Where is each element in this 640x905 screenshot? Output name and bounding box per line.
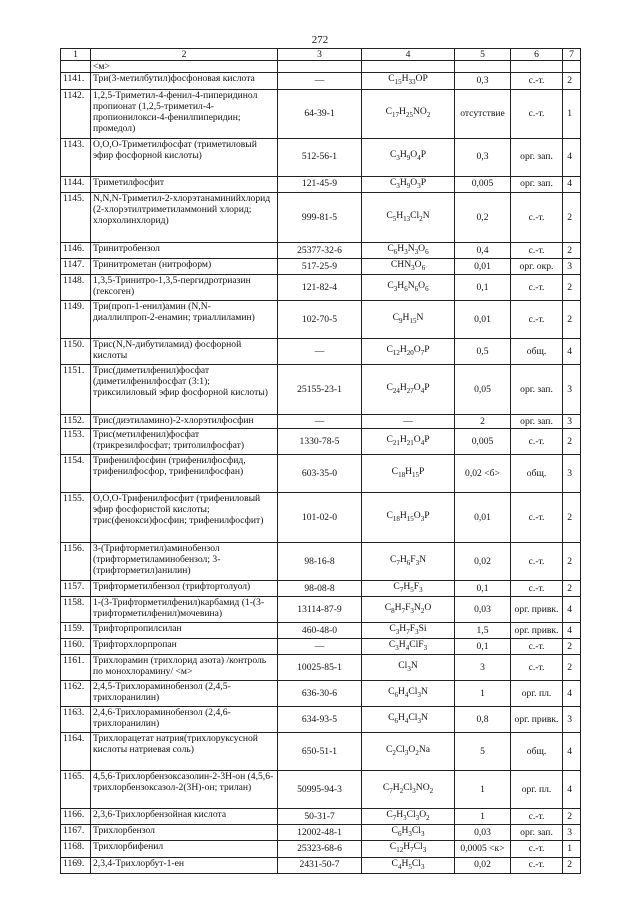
- row-number: 1147.: [61, 258, 91, 274]
- concentration-value: 0,005: [455, 428, 511, 454]
- chemical-formula: $C_3H_6N_6O_6$: [362, 274, 455, 300]
- hazard-class: 4: [563, 681, 581, 707]
- table-row: [61, 176, 581, 192]
- table-row: [61, 428, 581, 454]
- cas-number: 999-81-5: [278, 192, 362, 242]
- substance-name: Трифторметилбензол (трифтортолуол): [91, 580, 278, 596]
- concentration-value: 5: [455, 733, 511, 771]
- substance-name: N,N,N-Триметил-2-хлорэтанаминийхлорид (2-хлорэтилтриметиламмоний хлорид; хлорхолинхлорид): [91, 192, 278, 242]
- hazard-class: 3: [563, 707, 581, 733]
- cas-number: 1330-78-5: [278, 428, 362, 454]
- limiting-indicator: орг. зап.: [511, 364, 563, 414]
- concentration-value: 0,3: [455, 138, 511, 176]
- substance-name: 2,4,6-Трихлораминобензол (2,4,6-трихлоранилин): [91, 707, 278, 733]
- cas-number: 98-08-8: [278, 580, 362, 596]
- substance-name: 1-(3-Трифторметилфенил)карбамид (1-(3-трифторметилфенил)мочевина): [91, 596, 278, 622]
- page-number: 272: [311, 34, 329, 46]
- substance-name: Тринитробензол: [91, 242, 278, 258]
- limiting-indicator: с.-т.: [511, 655, 563, 681]
- chemical-formula: $C_4H_5Cl_3$: [362, 857, 455, 873]
- hazard-class: 1: [563, 89, 581, 138]
- hazard-class: 2: [563, 274, 581, 300]
- hazard-class: 2: [563, 580, 581, 596]
- chemical-formula: $C_{15}H_{33}OP$: [362, 73, 455, 89]
- row-number: 1166.: [61, 809, 91, 825]
- hazard-class: 2: [563, 809, 581, 825]
- hazard-class: 2: [563, 242, 581, 258]
- substance-name: O,O,O-Триметилфосфат (триметиловый эфир фосфорной кислоты): [91, 138, 278, 176]
- header-cell: 5: [455, 49, 511, 61]
- hazard-class: 1: [563, 841, 581, 857]
- limiting-indicator: орг. зап.: [511, 138, 563, 176]
- limiting-indicator: с.-т.: [511, 492, 563, 542]
- chemical-formula: $C_6H_3Cl_3$: [362, 825, 455, 841]
- concentration-value: 2: [455, 414, 511, 428]
- table-row: [61, 542, 581, 580]
- chemical-formula: $C_9H_{15}N$: [362, 300, 455, 338]
- concentration-value: 3: [455, 655, 511, 681]
- table-row: [61, 89, 581, 138]
- hazard-class: 4: [563, 338, 581, 364]
- chemical-formula: $C_2Cl_3O_2Na$: [362, 733, 455, 771]
- table-row: [61, 707, 581, 733]
- concentration-value: 0,8: [455, 707, 511, 733]
- substance-name: 4,5,6-Трихлорбензоксазолин-2-3Н-он (4,5,6-трихлорбензоксазол-2(3Н)-он; трилан): [91, 771, 278, 809]
- limiting-indicator: общ.: [511, 454, 563, 492]
- concentration-value: 0,01: [455, 258, 511, 274]
- limiting-indicator: с.-т.: [511, 274, 563, 300]
- concentration-value: 0,01: [455, 492, 511, 542]
- hazard-class: 4: [563, 596, 581, 622]
- chemical-formula: $C_{12}H_{20}O_7P$: [362, 338, 455, 364]
- limiting-indicator: с.-т.: [511, 73, 563, 89]
- chemical-formula: $C_8H_7F_3N_2O$: [362, 596, 455, 622]
- limiting-indicator: с.-т.: [511, 841, 563, 857]
- substance-name: Тринитрометан (нитроформ): [91, 258, 278, 274]
- cas-number: 121-82-4: [278, 274, 362, 300]
- chemical-formula: $C_6H_4Cl_3N$: [362, 707, 455, 733]
- hazard-class: 2: [563, 73, 581, 89]
- limiting-indicator: орг. зап.: [511, 825, 563, 841]
- row-number: 1160.: [61, 639, 91, 655]
- substance-name: Три(3-метилбутил)фосфоновая кислота: [91, 73, 278, 89]
- row-number: 1143.: [61, 138, 91, 176]
- cas-number: —: [278, 73, 362, 89]
- header-cell: 7: [563, 49, 581, 61]
- hazard-class: 2: [563, 542, 581, 580]
- table-row: [61, 771, 581, 809]
- chemical-formula: $C_{18}H_{15}P$: [362, 454, 455, 492]
- concentration-value: 0,01: [455, 300, 511, 338]
- header-cell: 4: [362, 49, 455, 61]
- cas-number: 634-93-5: [278, 707, 362, 733]
- substance-name: Триметилфосфит: [91, 176, 278, 192]
- limiting-indicator: орг. зап.: [511, 414, 563, 428]
- row-number: 1151.: [61, 364, 91, 414]
- concentration-value: 0,0005 <к>: [455, 841, 511, 857]
- cas-number: 102-70-5: [278, 300, 362, 338]
- cas-number: 64-39-1: [278, 89, 362, 138]
- limiting-indicator: орг. привк.: [511, 596, 563, 622]
- hazard-class: 4: [563, 733, 581, 771]
- concentration-value: 0,005: [455, 176, 511, 192]
- concentration-value: 0,02: [455, 542, 511, 580]
- concentration-value: 0,3: [455, 73, 511, 89]
- substance-name: 1,2,5-Триметил-4-фенил-4-пиперидинол пропионат (1,2,5-триметил-4-пропионилокси-4-фенилпиперидин; промедол): [91, 89, 278, 138]
- row-number: 1164.: [61, 733, 91, 771]
- limiting-indicator: с.-т.: [511, 300, 563, 338]
- chemical-formula: $C_3H_9O_4P$: [362, 138, 455, 176]
- hazard-class: 3: [563, 454, 581, 492]
- limiting-indicator: с.-т.: [511, 542, 563, 580]
- cas-number: 50-31-7: [278, 809, 362, 825]
- row-number: 1142.: [61, 89, 91, 138]
- row-number: 1146.: [61, 242, 91, 258]
- cas-number: 25323-68-6: [278, 841, 362, 857]
- row-number: 1155.: [61, 492, 91, 542]
- concentration-value: 0,2: [455, 192, 511, 242]
- cas-number: 25155-23-1: [278, 364, 362, 414]
- cas-number: 2431-50-7: [278, 857, 362, 873]
- limiting-indicator: с.-т.: [511, 809, 563, 825]
- cas-number: 121-45-9: [278, 176, 362, 192]
- chemical-formula: $C_6H_3N_3O_6$: [362, 242, 455, 258]
- concentration-value: 0,1: [455, 580, 511, 596]
- table-row: [61, 655, 581, 681]
- cas-number: 603-35-0: [278, 454, 362, 492]
- limiting-indicator: с.-т.: [511, 89, 563, 138]
- row-number: 1168.: [61, 841, 91, 857]
- row-number: 1145.: [61, 192, 91, 242]
- cas-number: —: [278, 414, 362, 428]
- chemical-formula: $C_3H_9O_3P$: [362, 176, 455, 192]
- chemical-formula: —: [362, 414, 455, 428]
- chemical-formula: $CHN_3O_6$: [362, 258, 455, 274]
- table-row: [61, 138, 581, 176]
- chemical-formula: $C_3H_7F_3Si$: [362, 622, 455, 638]
- table-row: [61, 596, 581, 622]
- concentration-value: 0,03: [455, 825, 511, 841]
- limiting-indicator: с.-т.: [511, 857, 563, 873]
- concentration-value: 1: [455, 809, 511, 825]
- cas-number: —: [278, 639, 362, 655]
- cas-number: 517-25-9: [278, 258, 362, 274]
- table-row: [61, 841, 581, 857]
- table-row: [61, 300, 581, 338]
- table-row: [61, 733, 581, 771]
- concentration-value: 1: [455, 681, 511, 707]
- header-cell: 6: [511, 49, 563, 61]
- cas-number: 98-16-8: [278, 542, 362, 580]
- row-number: 1162.: [61, 681, 91, 707]
- concentration-value: 1,5: [455, 622, 511, 638]
- header-cell: 3: [278, 49, 362, 61]
- substance-name: Трифенилфосфин (трифенилфосфид, трифенилфосфор, трифенилфосфан): [91, 454, 278, 492]
- concentration-value: 0,03: [455, 596, 511, 622]
- table-row: [61, 364, 581, 414]
- continuation-row: [61, 61, 581, 73]
- hazard-class: 2: [563, 492, 581, 542]
- chemical-formula: $C_{24}H_{27}O_4P$: [362, 364, 455, 414]
- concentration-value: 0,1: [455, 274, 511, 300]
- hazard-class: 2: [563, 655, 581, 681]
- row-number: 1148.: [61, 274, 91, 300]
- chemical-formula: $C_5H_{13}Cl_2N$: [362, 192, 455, 242]
- table-row: [61, 622, 581, 638]
- substance-name: Трифторхлорпропан: [91, 639, 278, 655]
- cas-number: 101-02-0: [278, 492, 362, 542]
- chemical-formula: $Cl_3N$: [362, 655, 455, 681]
- row-number: 1150.: [61, 338, 91, 364]
- chemical-formula: $C_{21}H_{21}O_4P$: [362, 428, 455, 454]
- table-row: [61, 681, 581, 707]
- cas-number: 512-56-1: [278, 138, 362, 176]
- cas-number: 636-30-6: [278, 681, 362, 707]
- cas-number: 25377-32-6: [278, 242, 362, 258]
- limiting-indicator: орг. привк.: [511, 622, 563, 638]
- table-row: [61, 338, 581, 364]
- hazard-class: 4: [563, 138, 581, 176]
- limiting-indicator: с.-т.: [511, 192, 563, 242]
- concentration-value: 0,1: [455, 639, 511, 655]
- cas-number: 13114-87-9: [278, 596, 362, 622]
- concentration-value: 0,4: [455, 242, 511, 258]
- substance-name: Трис(N,N-дибутиламид) фосфорной кислоты: [91, 338, 278, 364]
- limiting-indicator: с.-т.: [511, 580, 563, 596]
- row-number: 1141.: [61, 73, 91, 89]
- concentration-value: 0,5: [455, 338, 511, 364]
- substance-name: Три(проп-1-енил)амин (N,N-диаллилпроп-2-енамин; триаллиламин): [91, 300, 278, 338]
- header-row: [61, 49, 581, 61]
- continuation-note: <м>: [91, 61, 278, 73]
- chemical-formula: $C_7H_6F_3N$: [362, 542, 455, 580]
- chemical-formula: $C_{17}H_{25}NO_2$: [362, 89, 455, 138]
- limiting-indicator: общ.: [511, 338, 563, 364]
- hazard-class: 2: [563, 857, 581, 873]
- chemical-formula: $C_7H_5F_3$: [362, 580, 455, 596]
- concentration-value: отсутствие: [455, 89, 511, 138]
- substance-name: O,O,O-Трифенилфосфит (трифениловый эфир фосфористой кислоты; трис(фенокси)фосфин; трифенилфосфит): [91, 492, 278, 542]
- substance-name: Трихлорацетат натрия(трихлоруксусной кислоты натриевая соль): [91, 733, 278, 771]
- row-number: 1152.: [61, 414, 91, 428]
- substance-name: 2,3,6-Трихлорбензойная кислота: [91, 809, 278, 825]
- hazard-class: 2: [563, 428, 581, 454]
- substance-name: Трихлорбензол: [91, 825, 278, 841]
- row-number: 1169.: [61, 857, 91, 873]
- table-row: [61, 825, 581, 841]
- table-row: [61, 580, 581, 596]
- hazard-class: 3: [563, 258, 581, 274]
- substance-name: Трис(диэтиламино)-2-хлорэтилфосфин: [91, 414, 278, 428]
- chemical-formula: $C_{18}H_{15}O_3P$: [362, 492, 455, 542]
- cas-number: 12002-48-1: [278, 825, 362, 841]
- hazard-class: 4: [563, 622, 581, 638]
- hazard-class: 2: [563, 300, 581, 338]
- hazard-class: 4: [563, 176, 581, 192]
- row-number: 1144.: [61, 176, 91, 192]
- cas-number: 460-48-0: [278, 622, 362, 638]
- header-cell: 1: [61, 49, 91, 61]
- concentration-value: 0,05: [455, 364, 511, 414]
- table-row: [61, 857, 581, 873]
- row-number: 1167.: [61, 825, 91, 841]
- table-row: [61, 492, 581, 542]
- hazard-class: 4: [563, 771, 581, 809]
- chemical-formula: $C_3H_4ClF_3$: [362, 639, 455, 655]
- header-cell: 2: [91, 49, 278, 61]
- chemical-formula: $C_7H_3Cl_3O_2$: [362, 809, 455, 825]
- limiting-indicator: с.-т.: [511, 428, 563, 454]
- table-row: [61, 639, 581, 655]
- substance-name: 3-(Трифторметил)аминобензол (трифторметиламинобензол; 3-(трифторметил)анилин): [91, 542, 278, 580]
- substance-name: 2,3,4-Трихлорбут-1-ен: [91, 857, 278, 873]
- substances-table: [60, 48, 581, 874]
- row-number: 1158.: [61, 596, 91, 622]
- limiting-indicator: орг. зап.: [511, 176, 563, 192]
- hazard-class: 3: [563, 414, 581, 428]
- substance-name: Трихлорбифенил: [91, 841, 278, 857]
- table-row: [61, 454, 581, 492]
- substance-name: Трис(метилфенил)фосфат (трикрезилфосфат; тритолилфосфат): [91, 428, 278, 454]
- cas-number: —: [278, 338, 362, 364]
- limiting-indicator: орг. окр.: [511, 258, 563, 274]
- substance-name: Трис(диметилфенил)фосфат (диметилфенилфосфат (3:1); триксилиловый эфир фосфорной кислоты): [91, 364, 278, 414]
- row-number: 1165.: [61, 771, 91, 809]
- cas-number: 650-51-1: [278, 733, 362, 771]
- concentration-value: 1: [455, 771, 511, 809]
- row-number: 1149.: [61, 300, 91, 338]
- table-row: [61, 414, 581, 428]
- substance-name: 1,3,5-Тринитро-1,3,5-пергидротриазин (гексоген): [91, 274, 278, 300]
- table-row: [61, 809, 581, 825]
- table-row: [61, 192, 581, 242]
- concentration-value: 0,02: [455, 857, 511, 873]
- cas-number: 50995-94-3: [278, 771, 362, 809]
- table-row: [61, 73, 581, 89]
- substance-name: Трифторпропилсилан: [91, 622, 278, 638]
- table-row: [61, 258, 581, 274]
- cas-number: 10025-85-1: [278, 655, 362, 681]
- substance-name: 2,4,5-Трихлораминобензол (2,4,5-трихлоранилин): [91, 681, 278, 707]
- row-number: 1157.: [61, 580, 91, 596]
- row-number: 1159.: [61, 622, 91, 638]
- limiting-indicator: орг. привк.: [511, 707, 563, 733]
- limiting-indicator: орг. пл.: [511, 681, 563, 707]
- hazard-class: 3: [563, 364, 581, 414]
- concentration-value: 0,02 <б>: [455, 454, 511, 492]
- row-number: 1156.: [61, 542, 91, 580]
- limiting-indicator: орг. пл.: [511, 771, 563, 809]
- limiting-indicator: с.-т.: [511, 242, 563, 258]
- row-number: 1153.: [61, 428, 91, 454]
- chemical-formula: $C_6H_4Cl_3N$: [362, 681, 455, 707]
- row-number: 1161.: [61, 655, 91, 681]
- chemical-formula: $C_7H_2Cl_3NO_2$: [362, 771, 455, 809]
- chemical-formula: $C_{12}H_7Cl_3$: [362, 841, 455, 857]
- limiting-indicator: с.-т.: [511, 639, 563, 655]
- substance-name: Трихлорамин (трихлорид азота) /контроль по монохлорамину/ <м>: [91, 655, 278, 681]
- row-number: 1154.: [61, 454, 91, 492]
- limiting-indicator: общ.: [511, 733, 563, 771]
- hazard-class: 3: [563, 825, 581, 841]
- table-row: [61, 242, 581, 258]
- table-row: [61, 274, 581, 300]
- hazard-class: 2: [563, 192, 581, 242]
- row-number: 1163.: [61, 707, 91, 733]
- hazard-class: 2: [563, 639, 581, 655]
